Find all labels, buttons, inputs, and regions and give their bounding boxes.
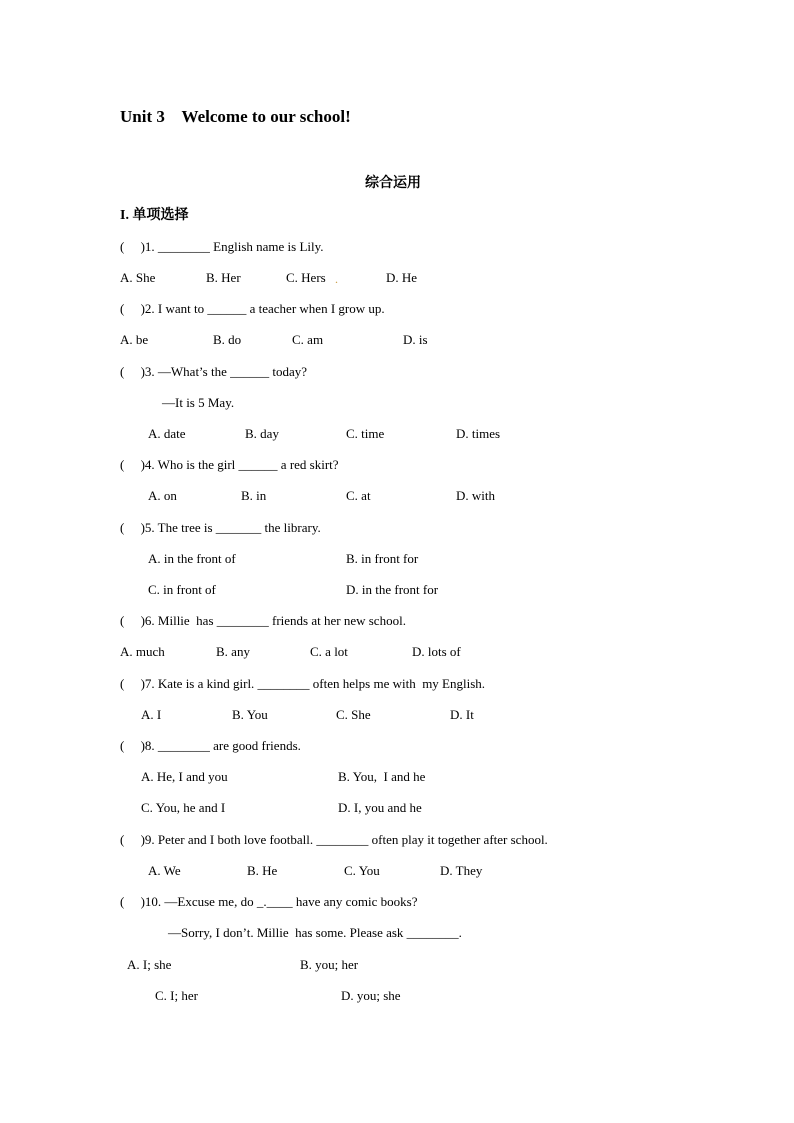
question-10-stem: ( )10. —Excuse me, do _.____ have any comic books?	[120, 894, 418, 909]
question-2-option-a: A. be	[120, 332, 149, 347]
part-heading: I. 单项选择	[120, 208, 189, 223]
stray-dot-mark: .	[335, 272, 338, 286]
question-2-option-c: C. am	[292, 332, 324, 347]
question-9-stem: ( )9. Peter and I both love football. ________ often play it together after school.	[120, 832, 548, 847]
question-9-option-d: D. They	[440, 863, 483, 878]
question-4-option-b: B. in	[241, 488, 267, 503]
question-5-option-d: D. in the front for	[346, 582, 439, 597]
question-4-option-c: C. at	[346, 488, 371, 503]
question-4-option-d: D. with	[456, 488, 495, 503]
question-1-option-a: A. She	[120, 270, 156, 285]
question-8-option-a: A. He, I and you	[141, 769, 228, 784]
question-6-stem: ( )6. Millie has ________ friends at her new school.	[120, 613, 406, 628]
question-8-option-b: B. You, I and he	[338, 769, 426, 784]
unit-title: Unit 3 Welcome to our school!	[120, 107, 351, 126]
question-4-stem: ( )4. Who is the girl ______ a red skirt?	[120, 457, 339, 472]
question-3-stem: ( )3. —What’s the ______ today?	[120, 364, 308, 379]
question-4-option-a: A. on	[148, 488, 177, 503]
question-6-option-a: A. much	[120, 644, 165, 659]
question-5-option-c: C. in front of	[148, 582, 216, 597]
question-5-option-a: A. in the front of	[148, 551, 236, 566]
question-3-answer-line: —It is 5 May.	[162, 395, 235, 410]
question-10-option-c: C. I; her	[155, 988, 198, 1003]
question-1-stem: ( )1. ________ English name is Lily.	[120, 239, 324, 254]
question-2-option-b: B. do	[213, 332, 242, 347]
question-10-answer-line: —Sorry, I don’t. Millie has some. Please ask ________.	[168, 925, 462, 940]
question-5-stem: ( )5. The tree is _______ the library.	[120, 520, 321, 535]
section-heading: 综合运用	[365, 176, 421, 191]
question-3-option-d: D. times	[456, 426, 501, 441]
question-7-option-c: C. She	[336, 707, 371, 722]
question-8-stem: ( )8. ________ are good friends.	[120, 738, 301, 753]
question-6-option-c: C. a lot	[310, 644, 348, 659]
question-10-option-a: A. I; she	[127, 957, 172, 972]
question-1-option-d: D. He	[386, 270, 418, 285]
question-6-option-b: B. any	[216, 644, 250, 659]
question-10-option-b: B. you; her	[300, 957, 359, 972]
question-2-option-d: D. is	[403, 332, 428, 347]
question-9-option-c: C. You	[344, 863, 380, 878]
question-8-option-c: C. You, he and I	[141, 800, 226, 815]
question-5-option-b: B. in front for	[346, 551, 419, 566]
question-1-option-b: B. Her	[206, 270, 241, 285]
question-2-stem: ( )2. I want to ______ a teacher when I grow up.	[120, 301, 385, 316]
question-3-option-b: B. day	[245, 426, 279, 441]
question-10-option-d: D. you; she	[341, 988, 401, 1003]
question-6-option-d: D. lots of	[412, 644, 461, 659]
question-7-option-b: B. You	[232, 707, 268, 722]
question-7-option-d: D. It	[450, 707, 474, 722]
question-9-option-a: A. We	[148, 863, 181, 878]
question-1-option-c: C. Hers	[286, 270, 326, 285]
question-7-stem: ( )7. Kate is a kind girl. ________ often helps me with my English.	[120, 676, 486, 691]
question-3-option-a: A. date	[148, 426, 186, 441]
question-7-option-a: A. I	[141, 707, 162, 722]
question-9-option-b: B. He	[247, 863, 278, 878]
question-8-option-d: D. I, you and he	[338, 800, 422, 815]
question-3-option-c: C. time	[346, 426, 385, 441]
